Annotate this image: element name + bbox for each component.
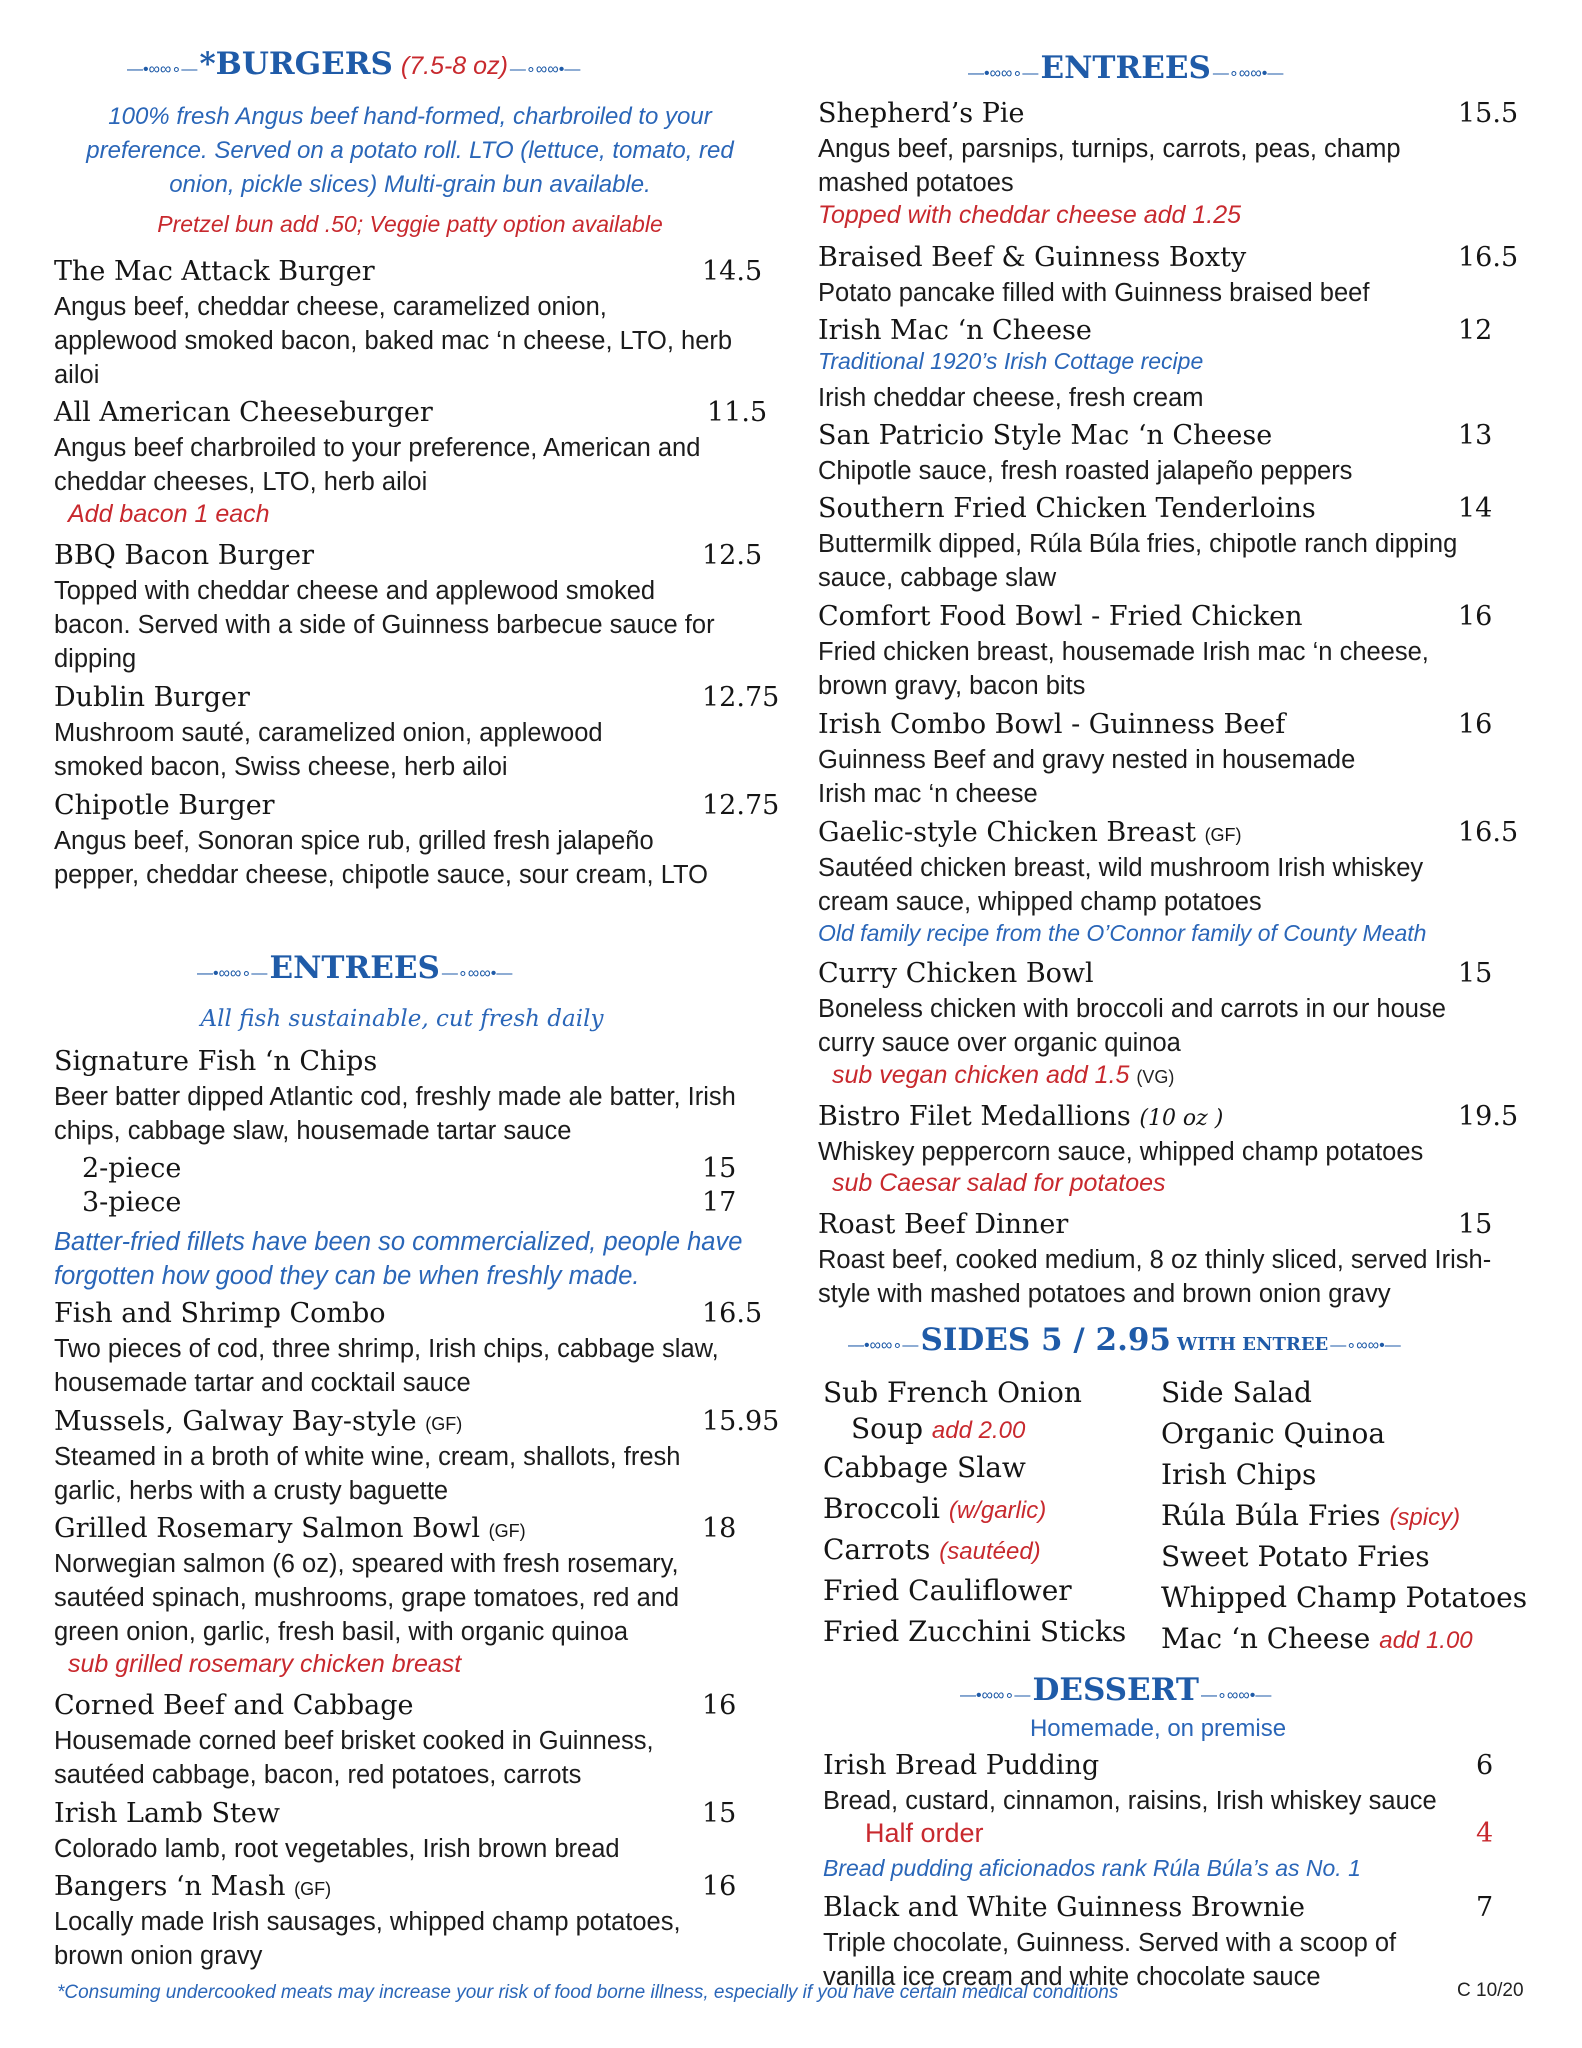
gf-tag: (GF) — [294, 1879, 332, 1899]
menu-item-price: 16 — [1458, 709, 1493, 740]
menu-item-name-text: Bistro Filet Medallions — [818, 1101, 1131, 1132]
gf-tag: (GF) — [488, 1521, 526, 1541]
menu-item-desc: Two pieces of cod, three shrimp, Irish chips, cabbage slaw, housemade tartar and cocktail sauce — [54, 1335, 719, 1397]
menu-item-name: Signature Fish ‘n Chips — [54, 1046, 378, 1077]
menu-item-note-text: sub vegan chicken add 1.5 — [832, 1061, 1130, 1089]
portion-price: 17 — [702, 1187, 737, 1218]
menu-item-price: 15 — [1458, 1209, 1493, 1240]
side-item-note: add 1.00 — [1379, 1627, 1473, 1654]
flourish-left-icon: —•∞∞∘— — [960, 1687, 1031, 1704]
side-item: Irish Chips — [1161, 1458, 1317, 1491]
side-item-name: Rúla Búla Fries — [1161, 1499, 1381, 1532]
menu-item-note: sub Caesar salad for potatoes — [832, 1169, 1166, 1197]
menu-item-desc: Triple chocolate, Guinness. Served with a scoop of vanilla ice cream and white chocolate sauce — [823, 1929, 1397, 1991]
menu-item-price: 15 — [702, 1798, 737, 1829]
menu-item-name: Curry Chicken Bowl — [818, 958, 1094, 989]
menu-item-note: Bread pudding aficionados rank Rúla Búla’s as No. 1 — [823, 1855, 1361, 1881]
burgers-options: Pretzel bun add .50; Veggie patty option available — [157, 211, 663, 237]
portion-price: 15 — [702, 1153, 737, 1184]
burgers-title: *BURGERS — [199, 46, 393, 82]
menu-item-desc: Fried chicken breast, housemade Irish mac ‘n cheese, brown gravy, bacon bits — [818, 638, 1429, 700]
menu-item-price: 6 — [1476, 1750, 1494, 1781]
dessert-header — [960, 1672, 1271, 1708]
menu-item-desc: Topped with cheddar cheese and applewood smoked bacon. Served with a side of Guinness barbecue sauce for dipping — [54, 577, 715, 673]
menu-item-desc: Angus beef charbroiled to your preference, American and cheddar cheeses, LTO, herb ailoi — [54, 434, 701, 496]
menu-item-price: 15.5 — [1458, 98, 1519, 129]
menu-item-desc: Roast beef, cooked medium, 8 oz thinly sliced, served Irish-style with mashed potatoes and brown onion gravy — [818, 1246, 1492, 1308]
menu-item-desc: Locally made Irish sausages, whipped champ potatoes, brown onion gravy — [54, 1908, 681, 1970]
menu-item-name-text: Grilled Rosemary Salmon Bowl — [54, 1513, 480, 1544]
menu-item-name: Southern Fried Chicken Tenderloins — [818, 493, 1316, 524]
menu-item-name: San Patricio Style Mac ‘n Cheese — [818, 420, 1273, 451]
menu-item-desc: Housemade corned beef brisket cooked in Guinness, sautéed cabbage, bacon, red potatoes, carrots — [54, 1727, 654, 1789]
entrees-right-title: ENTREES — [1040, 50, 1211, 86]
side-item-note: (sautéed) — [939, 1538, 1041, 1565]
menu-item-subnote: Traditional 1920’s Irish Cottage recipe — [818, 348, 1204, 374]
burgers-header — [127, 46, 580, 82]
menu-item-name: Irish Mac ‘n Cheese — [818, 315, 1092, 346]
side-item — [1161, 1622, 1473, 1655]
side-item: Fried Zucchini Sticks — [823, 1615, 1127, 1648]
menu-item-price: 12.75 — [702, 790, 780, 821]
sides-with-entree: WITH ENTREE — [1177, 1334, 1329, 1355]
menu-item-note: Old family recipe from the O’Connor family of County Meath — [818, 920, 1427, 946]
menu-item-desc: Boneless chicken with broccoli and carrots in our house curry sauce over organic quinoa — [818, 995, 1446, 1057]
side-item: Side Salad — [1161, 1376, 1312, 1409]
half-order-label: Half order — [865, 1818, 984, 1848]
menu-item-price: 16 — [1458, 601, 1493, 632]
menu-item-name-text: Bangers ‘n Mash — [54, 1871, 286, 1902]
menu-item-price: 14 — [1458, 493, 1493, 524]
menu-item-name: Irish Lamb Stew — [54, 1798, 280, 1829]
sides-header — [848, 1322, 1401, 1358]
flourish-left-icon: —•∞∞∘— — [197, 965, 268, 982]
menu-item-price: 16 — [702, 1690, 737, 1721]
side-item-name: Soup — [851, 1412, 923, 1445]
menu-item-name — [818, 1101, 1223, 1132]
menu-item-name: Chipotle Burger — [54, 790, 275, 821]
menu-item-desc: Norwegian salmon (6 oz), speared with fresh rosemary, sautéed spinach, mushrooms, grape tomatoes, red and green onion, garlic, fresh basil, with organic quinoa — [54, 1550, 680, 1646]
dessert-subtitle: Homemade, on premise — [1029, 1715, 1287, 1742]
flourish-left-icon: —•∞∞∘— — [848, 1337, 919, 1354]
menu-item-price: 12.75 — [702, 682, 780, 713]
menu-item-price: 11.5 — [707, 397, 768, 428]
menu-item-note — [832, 1061, 1174, 1090]
menu-item-name — [54, 1406, 462, 1437]
side-item: Sweet Potato Fries — [1161, 1540, 1430, 1573]
menu-item-price: 16.5 — [1458, 242, 1519, 273]
menu-item-desc: Buttermilk dipped, Rúla Búla fries, chipotle ranch dipping sauce, cabbage slaw — [818, 530, 1458, 592]
menu-item-desc: Beer batter dipped Atlantic cod, freshly made ale batter, Irish chips, cabbage slaw, housemade tartar sauce — [54, 1083, 736, 1145]
entrees-right-header — [968, 50, 1283, 86]
entrees-left-title: ENTREES — [269, 950, 440, 986]
side-item — [823, 1492, 1046, 1525]
flourish-right-icon: —∘∞∞•— — [1212, 65, 1284, 82]
menu-item-name: Irish Bread Pudding — [823, 1750, 1100, 1781]
menu-item-name: Irish Combo Bowl - Guinness Beef — [818, 709, 1286, 740]
menu-code: C 10/20 — [1457, 1980, 1524, 2001]
vg-tag: (VG) — [1136, 1067, 1175, 1087]
menu-item-name: Corned Beef and Cabbage — [54, 1690, 414, 1721]
menu-item-price: 13 — [1458, 420, 1493, 451]
menu-item-desc: Irish cheddar cheese, fresh cream — [818, 384, 1204, 412]
menu-item-price: 12 — [1458, 315, 1493, 346]
flourish-left-icon: —•∞∞∘— — [968, 65, 1039, 82]
menu-item-name-text: Mussels, Galway Bay-style — [54, 1406, 417, 1437]
side-item-note: (w/garlic) — [948, 1497, 1047, 1524]
flourish-right-icon: —∘∞∞•— — [441, 965, 513, 982]
menu-item-desc: Chipotle sauce, fresh roasted jalapeño peppers — [818, 457, 1353, 485]
menu-item-name: The Mac Attack Burger — [54, 256, 375, 287]
oz-tag: (10 oz ) — [1139, 1106, 1224, 1131]
menu-item-name — [54, 1513, 526, 1544]
footer-disclaimer: *Consuming undercooked meats may increase your risk of food borne illness, especially if you have certain medical conditions — [57, 1982, 1119, 2003]
menu-item-name-text: Gaelic-style Chicken Breast — [818, 817, 1196, 848]
menu-item-price: 12.5 — [702, 540, 763, 571]
menu-item-price: 18 — [702, 1513, 737, 1544]
side-item: Sub French Onion — [823, 1376, 1082, 1409]
menu-item-desc: Guinness Beef and gravy nested in housemade — [818, 746, 1356, 774]
gf-tag: (GF) — [1204, 825, 1242, 845]
menu-item-name: Braised Beef & Guinness Boxty — [818, 242, 1247, 273]
side-item: Fried Cauliflower — [823, 1574, 1072, 1607]
menu-item-desc: Angus beef, cheddar cheese, caramelized onion, applewood smoked bacon, baked mac ‘n cheese, LTO, herb ailoi — [54, 293, 733, 389]
menu-item-price: 14.5 — [702, 256, 763, 287]
menu-item-price: 16.5 — [1458, 817, 1519, 848]
side-item-name: Mac ‘n Cheese — [1161, 1622, 1371, 1655]
flourish-right-icon: —∘∞∞•— — [1330, 1337, 1401, 1354]
flourish-right-icon: —∘∞∞•— — [1200, 1687, 1272, 1704]
side-item-note: (spicy) — [1389, 1504, 1461, 1531]
menu-item-name: Roast Beef Dinner — [818, 1209, 1069, 1240]
menu-item-note: sub grilled rosemary chicken breast — [68, 1650, 462, 1678]
menu-item-price: 7 — [1476, 1892, 1494, 1923]
menu-item-name: Black and White Guinness Brownie — [823, 1892, 1305, 1923]
menu-item-price: 15 — [1458, 958, 1493, 989]
side-item: Whipped Champ Potatoes — [1161, 1581, 1528, 1614]
menu-item-name: Comfort Food Bowl - Fried Chicken — [818, 601, 1303, 632]
menu-item-desc: Angus beef, parsnips, turnips, carrots, peas, champ mashed potatoes — [818, 135, 1401, 197]
menu-item-note: Batter-fried fillets have been so commercialized, people have forgotten how good they can be when freshly made. — [54, 1228, 743, 1290]
menu-item-desc: Mushroom sauté, caramelized onion, applewood smoked bacon, Swiss cheese, herb ailoi — [54, 719, 603, 781]
menu-item-price: 16.5 — [702, 1298, 763, 1329]
menu-item-name: All American Cheeseburger — [54, 397, 433, 428]
side-item-name: Broccoli — [823, 1492, 940, 1525]
sides-title: SIDES 5 / 2.95 — [920, 1322, 1171, 1358]
side-item — [823, 1533, 1041, 1566]
portion-label: 3-piece — [82, 1187, 182, 1218]
menu-item-desc: Whiskey peppercorn sauce, whipped champ potatoes — [818, 1138, 1424, 1166]
gf-tag: (GF) — [425, 1414, 463, 1434]
flourish-right-icon: —∘∞∞•— — [509, 61, 581, 78]
menu-item-desc: Potato pancake filled with Guinness braised beef — [818, 279, 1370, 307]
menu-item-desc: Bread, custard, cinnamon, raisins, Irish whiskey sauce — [823, 1787, 1437, 1815]
side-item — [1161, 1499, 1460, 1532]
menu-item-name: Fish and Shrimp Combo — [54, 1298, 386, 1329]
menu-item-name: Dublin Burger — [54, 682, 250, 713]
menu-item-name: Shepherd’s Pie — [818, 98, 1025, 129]
menu-item-desc: Angus beef, Sonoran spice rub, grilled fresh jalapeño pepper, cheddar cheese, chipotle sauce, sour cream, LTO — [54, 827, 708, 889]
menu-item-name: BBQ Bacon Burger — [54, 540, 314, 571]
menu-item-desc: Colorado lamb, root vegetables, Irish brown bread — [54, 1835, 620, 1863]
menu-item-name — [54, 1871, 331, 1902]
entrees-left-header — [197, 950, 512, 986]
menu-item-price: 16 — [702, 1871, 737, 1902]
menu-item-desc: Sautéed chicken breast, wild mushroom Irish whiskey cream sauce, whipped champ potatoes — [818, 854, 1424, 916]
burgers-intro: 100% fresh Angus beef hand-formed, charbroiled to your preference. Served on a potato roll. LTO (lettuce, tomato, red onion, pickle slices) Multi-grain bun available. — [86, 103, 734, 198]
menu-item-note: Add bacon 1 each — [68, 500, 270, 528]
menu-item-price: 15.95 — [702, 1406, 780, 1437]
dessert-title: DESSERT — [1032, 1672, 1199, 1708]
half-order-price: 4 — [1476, 1818, 1494, 1849]
side-item: Organic Quinoa — [1161, 1417, 1386, 1450]
side-item: Cabbage Slaw — [823, 1451, 1026, 1484]
entrees-left-subtitle: All fish sustainable, cut fresh daily — [200, 1006, 604, 1032]
menu-item-desc: Steamed in a broth of white wine, cream, shallots, fresh garlic, herbs with a crusty baguette — [54, 1443, 681, 1505]
portion-label: 2-piece — [82, 1153, 182, 1184]
menu-item-desc: Irish mac ‘n cheese — [818, 780, 1038, 808]
menu-item-price: 19.5 — [1458, 1101, 1519, 1132]
side-item-name: Carrots — [823, 1533, 931, 1566]
side-item-note: add 2.00 — [931, 1417, 1026, 1444]
menu-item-name — [818, 817, 1242, 848]
flourish-left-icon: —•∞∞∘— — [127, 61, 198, 78]
burgers-size: (7.5-8 oz) — [400, 52, 508, 80]
side-item — [851, 1412, 1025, 1445]
menu-item-note: Topped with cheddar cheese add 1.25 — [818, 201, 1242, 229]
